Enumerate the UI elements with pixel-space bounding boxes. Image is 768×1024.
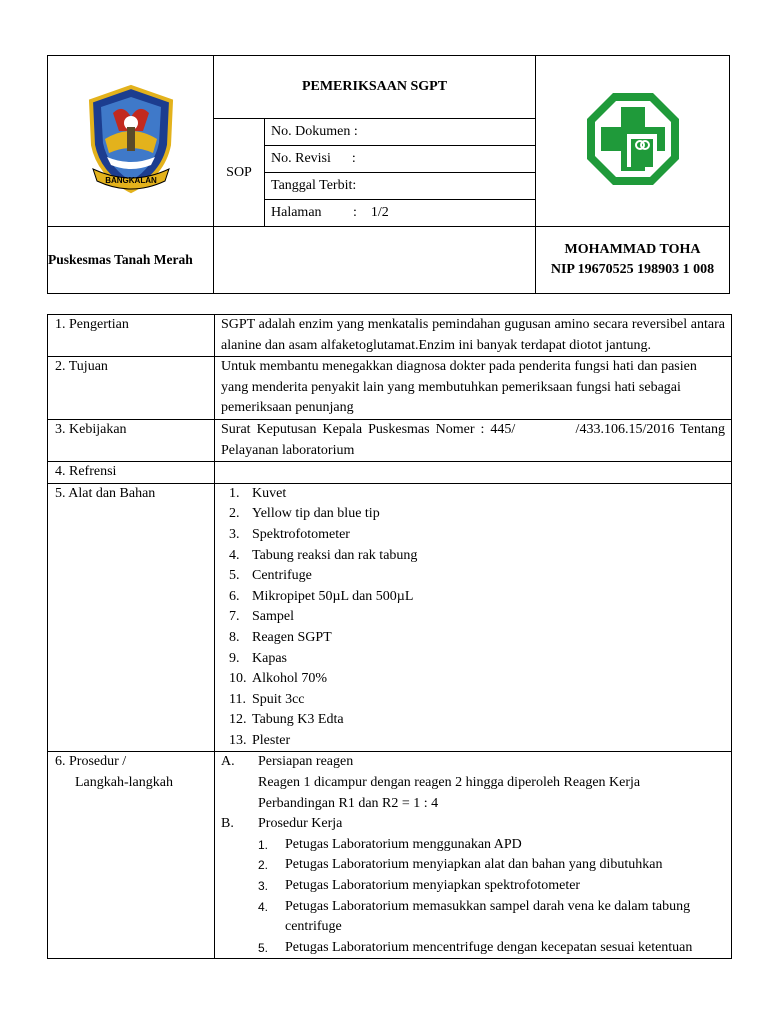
alat-bahan-item-number: 4. — [229, 547, 240, 563]
alat-bahan-item-text: Alkohol 70% — [252, 671, 328, 687]
section-a-line: Perbandingan R1 dan R2 = 1 : 4 — [258, 795, 439, 811]
bangkalan-logo-icon — [83, 83, 179, 195]
section-a-line: Reagen 1 dicampur dengan reagen 2 hingga diperoleh Reagen Kerja — [258, 775, 641, 791]
bangkalan-logo-text: BANGKALAN — [104, 175, 157, 185]
prosedur-step-text: Petugas Laboratorium menyiapkan spektrofotometer — [285, 878, 581, 894]
meta-no-dokumen: No. Dokumen : — [265, 119, 536, 146]
row-prosedur — [48, 752, 732, 959]
section-a-letter: A. — [221, 754, 235, 770]
bangkalan-logo-cell — [48, 56, 214, 227]
signer-nip: NIP 19670525 198903 1 008 — [550, 262, 715, 277]
alat-bahan-item-number: 5. — [229, 568, 240, 584]
section-b-heading — [221, 814, 725, 835]
alat-bahan-item-text: Spuit 3cc — [252, 691, 305, 707]
alat-bahan-item — [221, 587, 725, 608]
alat-bahan-item-text: Kapas — [252, 650, 287, 666]
text-tujuan: Untuk membantu menegakkan diagnosa dokter pada penderita fungsi hati dan pasien yang menderita penyakit lain yang membutuhkan pemeriksaan fungsi hati sebagai pemeriksaan penunjang — [215, 357, 732, 420]
prosedur-step-number: 3. — [258, 879, 269, 894]
text-referensi — [215, 462, 732, 484]
prosedur-step — [221, 938, 725, 959]
prosedur-step — [221, 897, 725, 938]
alat-bahan-cell — [215, 483, 732, 752]
alat-bahan-item-text: Centrifuge — [252, 568, 312, 584]
blank-header-cell — [214, 227, 536, 294]
alat-bahan-item-number: 11. — [229, 691, 246, 707]
alat-bahan-item-number: 7. — [229, 609, 240, 625]
alat-bahan-item-text: Plester — [252, 732, 291, 748]
text-kebijakan: Surat Keputusan Kepala Puskesmas Nomer : 445/ /433.106.15/2016 Tentang Pelayanan laboratorium — [215, 419, 732, 461]
row-pengertian — [48, 315, 732, 357]
alat-bahan-item-number: 10. — [229, 671, 247, 687]
label-prosedur — [48, 752, 215, 959]
sop-header-table — [47, 55, 730, 294]
alat-bahan-item-text: Yellow tip dan blue tip — [252, 506, 380, 522]
meta-tanggal-terbit: Tanggal Terbit: — [265, 173, 536, 200]
alat-bahan-item — [221, 649, 725, 670]
sop-content-table — [47, 314, 732, 959]
prosedur-step-number: 5. — [258, 940, 269, 955]
prosedur-step — [221, 876, 725, 897]
alat-bahan-item-text: Tabung reaksi dan rak tabung — [252, 547, 418, 563]
section-a-heading — [221, 752, 725, 773]
meta-halaman: Halaman : 1/2 — [265, 200, 536, 227]
text-pengertian: SGPT adalah enzim yang menkatalis pemindahan gugusan amino secara reversibel antara alanine dan asam alfaketoglutamat.Enzim ini banyak terdapat diotot jantung. — [215, 315, 732, 357]
label-pengertian: 1. Pengertian — [48, 315, 215, 357]
label-kebijakan: 3. Kebijakan — [48, 419, 215, 461]
alat-bahan-item-text: Sampel — [252, 609, 294, 625]
alat-bahan-item — [221, 484, 725, 505]
signer-name: MOHAMMAD TOHA — [564, 242, 701, 257]
alat-bahan-item-number: 2. — [229, 506, 240, 522]
prosedur-step-text: Petugas Laboratorium memasukkan sampel darah vena ke dalam tabung centrifuge — [285, 898, 691, 935]
meta-no-revisi: No. Revisi : — [265, 146, 536, 173]
label-prosedur-line2: Langkah-langkah — [75, 775, 173, 791]
label-prosedur-line1: 6. Prosedur / — [55, 754, 127, 770]
alat-bahan-item-number: 9. — [229, 650, 240, 666]
alat-bahan-item-text: Tabung K3 Edta — [252, 712, 344, 728]
alat-bahan-list — [221, 484, 725, 752]
page-title: PEMERIKSAAN SGPT — [214, 56, 536, 119]
prosedur-step-number: 1. — [258, 837, 269, 852]
alat-bahan-item-text: Kuvet — [252, 485, 287, 501]
alat-bahan-item-text: Spektrofotometer — [252, 526, 350, 542]
alat-bahan-item-number: 13. — [229, 732, 247, 748]
alat-bahan-item — [221, 669, 725, 690]
alat-bahan-item — [221, 504, 725, 525]
alat-bahan-item-number: 3. — [229, 526, 240, 542]
prosedur-step-number: 4. — [258, 899, 269, 914]
label-tujuan: 2. Tujuan — [48, 357, 215, 420]
label-referensi: 4. Refrensi — [48, 462, 215, 484]
kemkes-logo-cell — [536, 56, 730, 227]
prosedur-step-text: Petugas Laboratorium mencentrifuge dengan kecepatan sesuai ketentuan — [285, 939, 693, 955]
row-kebijakan — [48, 419, 732, 461]
alat-bahan-item-number: 1. — [229, 485, 240, 501]
sop-label: SOP — [214, 119, 265, 227]
alat-bahan-item-text: Reagen SGPT — [252, 629, 332, 645]
row-alat-bahan — [48, 483, 732, 752]
row-tujuan — [48, 357, 732, 420]
alat-bahan-item-number: 6. — [229, 588, 240, 604]
prosedur-step-text: Petugas Laboratorium menggunakan APD — [285, 836, 522, 852]
alat-bahan-item — [221, 607, 725, 628]
alat-bahan-item — [221, 710, 725, 731]
signer-block — [536, 227, 730, 294]
alat-bahan-item — [221, 690, 725, 711]
prosedur-step — [221, 835, 725, 856]
org-name: Puskesmas Tanah Merah — [48, 227, 214, 294]
alat-bahan-item — [221, 546, 725, 567]
kemkes-logo-icon — [583, 89, 683, 189]
section-a-title: Persiapan reagen — [258, 754, 354, 770]
alat-bahan-item — [221, 628, 725, 649]
prosedur-step — [221, 855, 725, 876]
prosedur-step-number: 2. — [258, 858, 269, 873]
section-b-title: Prosedur Kerja — [258, 816, 343, 832]
prosedur-cell — [215, 752, 732, 959]
alat-bahan-item — [221, 525, 725, 546]
alat-bahan-item-text: Mikropipet 50µL dan 500µL — [252, 588, 414, 604]
alat-bahan-item-number: 8. — [229, 629, 240, 645]
alat-bahan-item — [221, 731, 725, 752]
row-referensi — [48, 462, 732, 484]
alat-bahan-item — [221, 566, 725, 587]
section-b-letter: B. — [221, 816, 234, 832]
prosedur-step-text: Petugas Laboratorium menyiapkan alat dan bahan yang dibutuhkan — [285, 857, 663, 873]
alat-bahan-item-number: 12. — [229, 712, 247, 728]
prosedur-steps-list — [221, 835, 725, 959]
label-alat-bahan: 5. Alat dan Bahan — [48, 483, 215, 752]
